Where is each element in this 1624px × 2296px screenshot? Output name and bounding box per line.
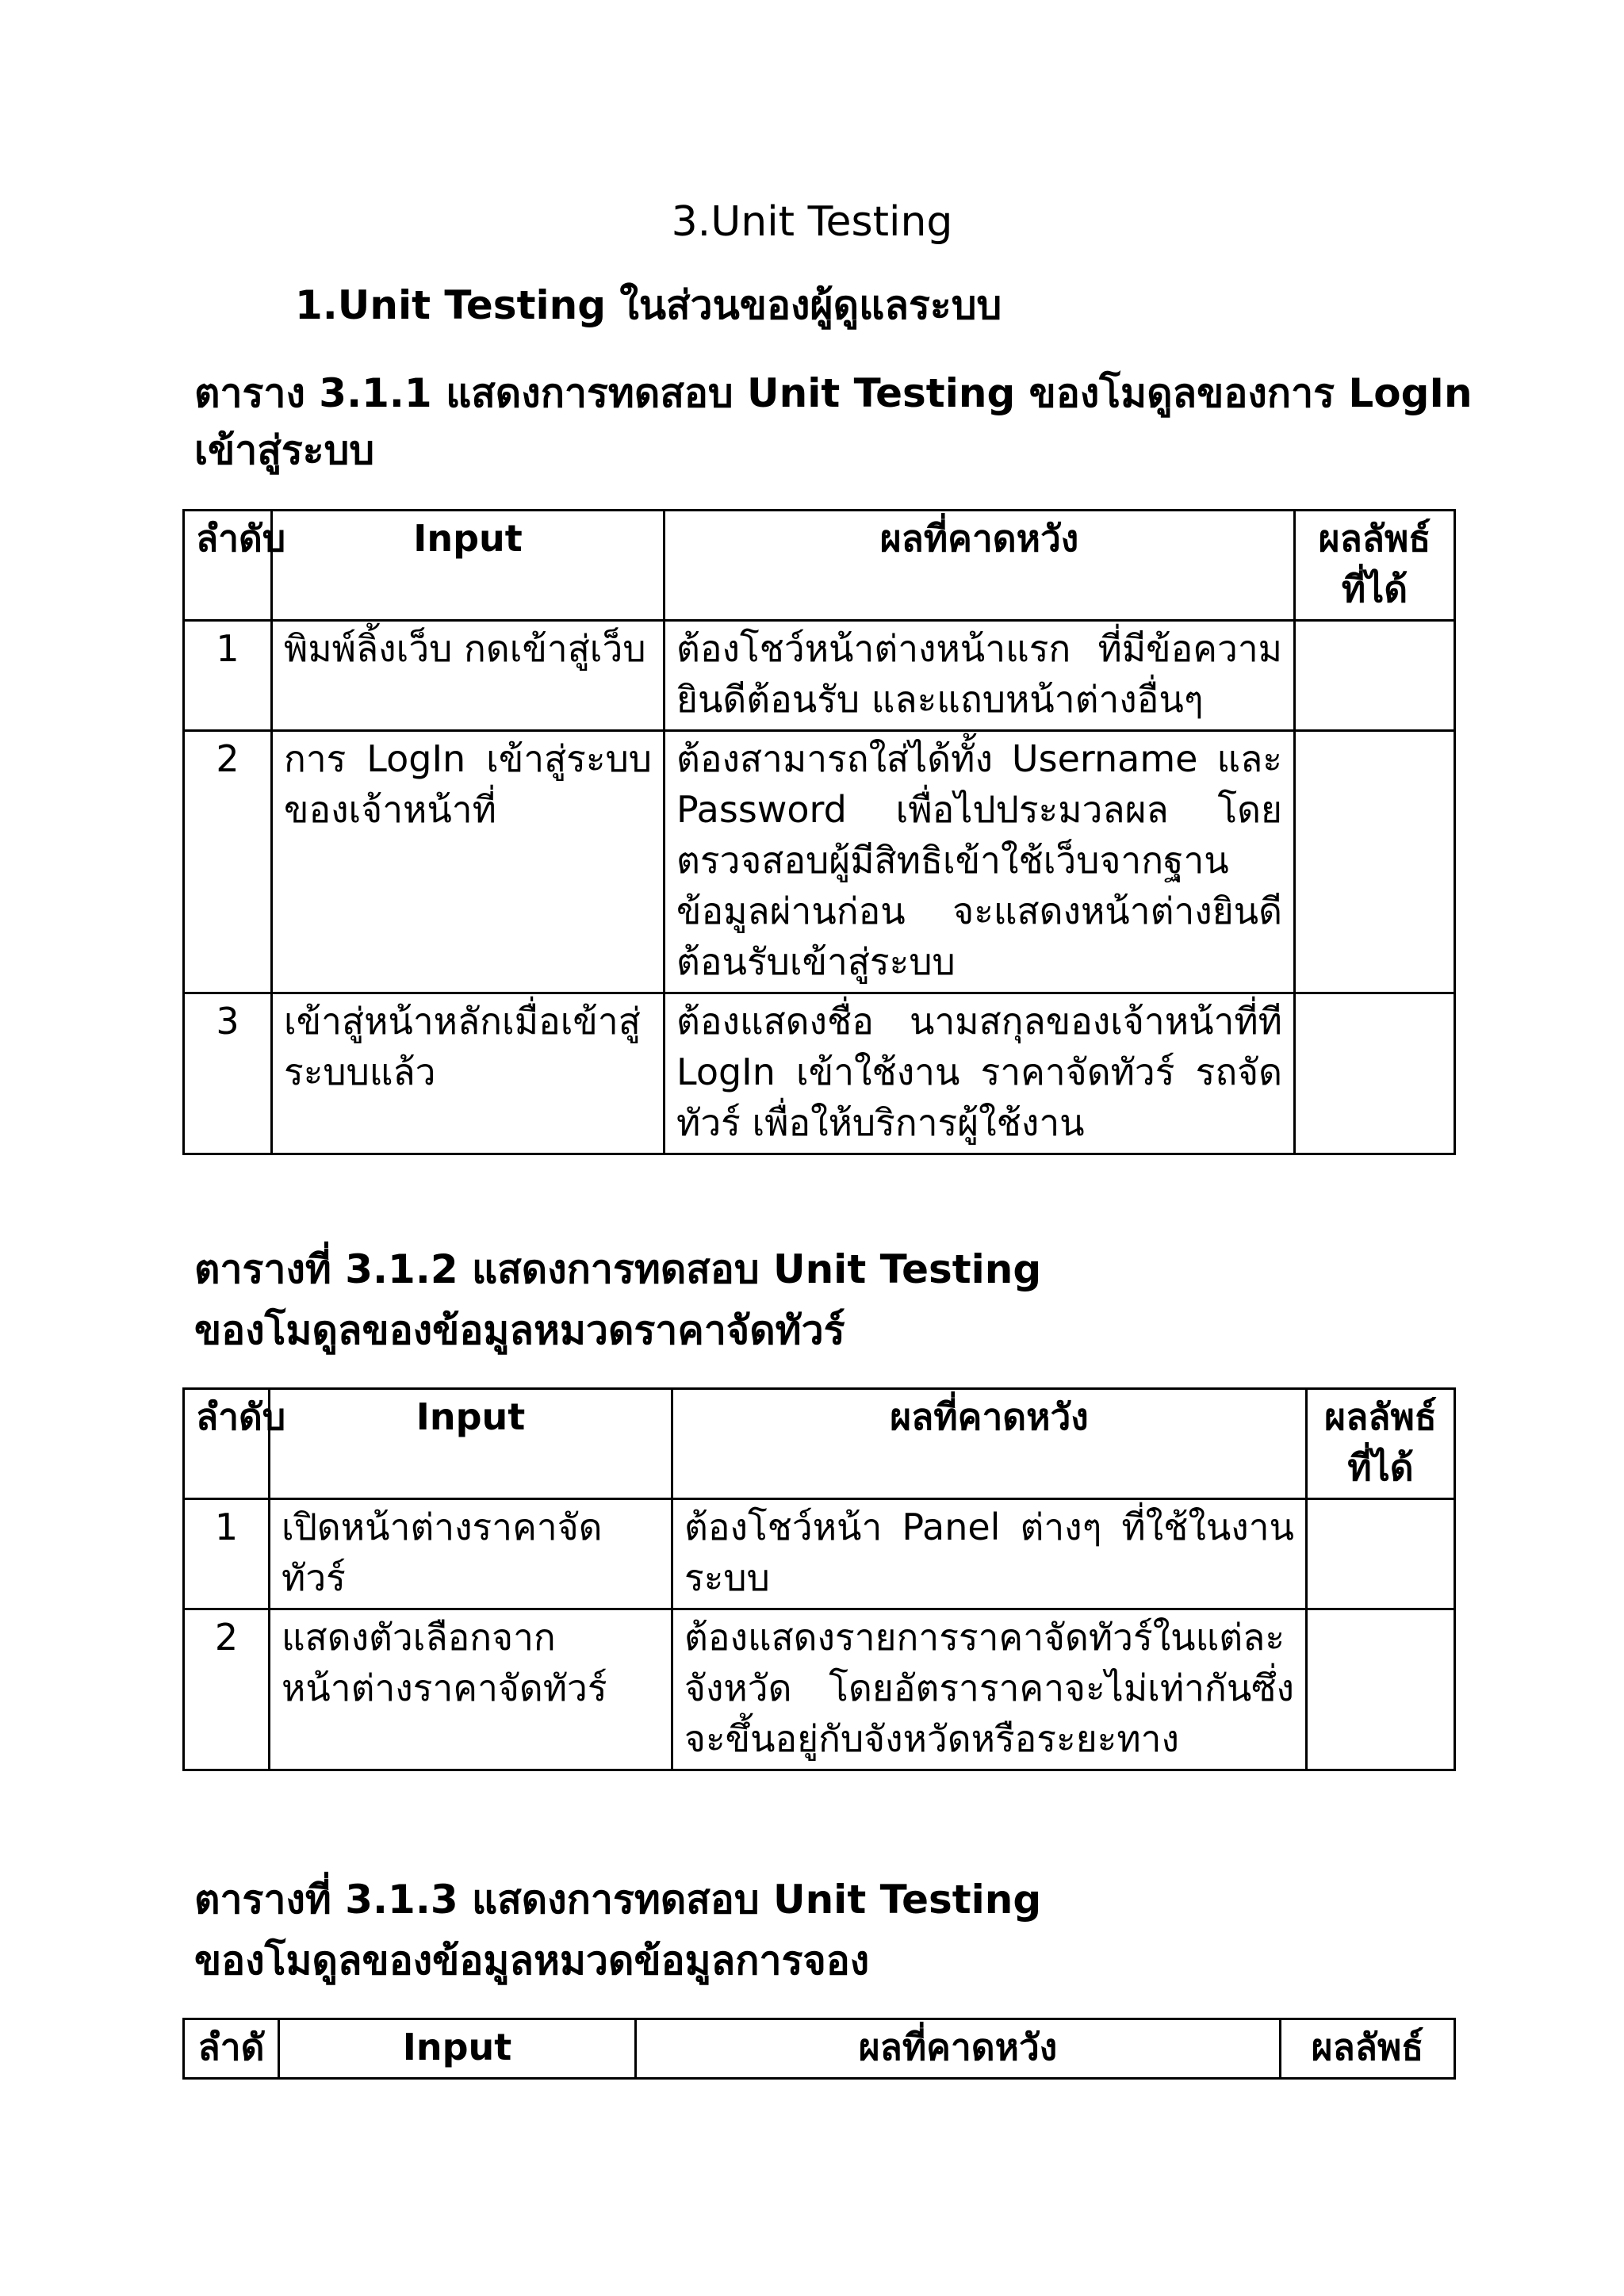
table-row	[184, 731, 1455, 993]
header-input: Input	[270, 1389, 672, 1499]
unit-test-table-booking	[182, 2018, 1456, 2080]
row-input: การ LogIn เข้าสู่ระบบของเจ้าหน้าที่	[272, 731, 665, 993]
unit-test-table-tour-price	[182, 1387, 1456, 1771]
table-row	[184, 621, 1455, 731]
row-no: 2	[184, 731, 272, 993]
header-no: ลำดับ	[184, 511, 272, 621]
row-input: แสดงตัวเลือกจากหน้าต่างราคาจัดทัวร์	[270, 1609, 672, 1770]
header-result: ผลลัพธ์ที่ได้	[1295, 511, 1455, 621]
header-input: Input	[279, 2019, 636, 2079]
header-result: ผลลัพธ์	[1281, 2019, 1455, 2079]
table-caption-cont: ของโมดูลของข้อมูลหมวดราคาจัดทัวร์	[194, 1307, 845, 1353]
row-input: เปิดหน้าต่างราคาจัดทัวร์	[270, 1499, 672, 1609]
row-result	[1295, 993, 1455, 1154]
row-expected: ต้องแสดงรายการราคาจัดทัวร์ในแต่ละจังหวัด โดยอัตราราคาจะไม่เท่ากันซึ่งจะขึ้นอยู่กับจังหวัดหรือระยะทาง	[672, 1609, 1307, 1770]
header-expected: ผลที่คาดหวัง	[672, 1389, 1307, 1499]
header-input: Input	[272, 511, 665, 621]
row-result	[1295, 621, 1455, 731]
subsection-title: 1.Unit Testing ในส่วนของผู้ดูแลระบบ	[295, 282, 1002, 328]
section-title: 3.Unit Testing	[671, 198, 953, 246]
header-no: ลำดั	[184, 2019, 279, 2079]
header-no: ลำดับ	[184, 1389, 270, 1499]
table-header-row	[184, 2019, 1455, 2079]
header-result: ผลลัพธ์ที่ได้	[1307, 1389, 1455, 1499]
row-input: พิมพ์ลิ้งเว็บ กดเข้าสู่เว็บ	[272, 621, 665, 731]
table-header-row	[184, 1389, 1455, 1499]
row-expected: ต้องสามารถใส่ได้ทั้ง Username และ Password เพื่อไปประมวลผล โดยตรวจสอบผู้มีสิทธิเข้าใช้เว็บจากฐานข้อมูลผ่านก่อน จะแสดงหน้าต่างยินดีต้อนรับเข้าสู่ระบบ	[665, 731, 1295, 993]
row-result	[1295, 731, 1455, 993]
row-no: 1	[184, 621, 272, 731]
header-expected: ผลที่คาดหวัง	[636, 2019, 1281, 2079]
table-caption: ตารางที่ 3.1.3 แสดงการทดสอบ Unit Testing	[194, 1877, 1042, 1923]
table-header-row	[184, 511, 1455, 621]
row-expected: ต้องแสดงชื่อ นามสกุลของเจ้าหน้าที่ที LogIn เข้าใช้งาน ราคาจัดทัวร์ รถจัดทัวร์ เพื่อให้บริการผู้ใช้งาน	[665, 993, 1295, 1154]
table-caption: ตาราง 3.1.1 แสดงการทดสอบ Unit Testing ของโมดูลของการ LogIn	[194, 370, 1473, 416]
table-row	[184, 1499, 1455, 1609]
row-expected: ต้องโชว์หน้า Panel ต่างๆ ที่ใช้ในงานระบบ	[672, 1499, 1307, 1609]
table-row	[184, 993, 1455, 1154]
row-no: 3	[184, 993, 272, 1154]
row-no: 2	[184, 1609, 270, 1770]
table-caption-cont: เข้าสู่ระบบ	[194, 427, 375, 473]
row-result	[1307, 1499, 1455, 1609]
table-caption: ตารางที่ 3.1.2 แสดงการทดสอบ Unit Testing	[194, 1246, 1042, 1292]
row-input: เข้าสู่หน้าหลักเมื่อเข้าสู่ระบบแล้ว	[272, 993, 665, 1154]
header-expected: ผลที่คาดหวัง	[665, 511, 1295, 621]
row-result	[1307, 1609, 1455, 1770]
table-row	[184, 1609, 1455, 1770]
row-no: 1	[184, 1499, 270, 1609]
row-expected: ต้องโชว์หน้าต่างหน้าแรก ที่มีข้อความยินดีต้อนรับ และแถบหน้าต่างอื่นๆ	[665, 621, 1295, 731]
unit-test-table-login	[182, 509, 1456, 1155]
table-caption-cont: ของโมดูลของข้อมูลหมวดข้อมูลการจอง	[194, 1938, 870, 1984]
